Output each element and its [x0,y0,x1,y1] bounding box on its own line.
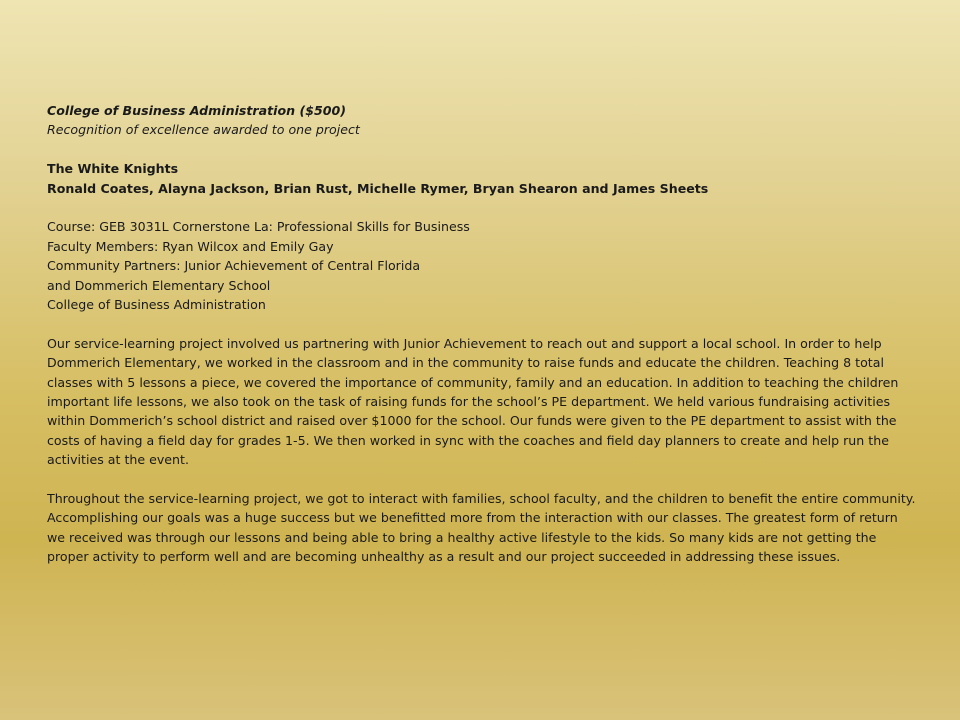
award-title: College of Business Administration ($500) [47,103,347,118]
partners-line-2: and Dommerich Elementary School [47,277,271,293]
spacer [47,314,917,333]
team-name: The White Knights [47,161,179,177]
college-line: College of Business Administration [47,297,266,313]
partners-line-1: Community Partners: Junior Achievement of Central Florida [47,258,421,274]
award-subtitle: Recognition of excellence awarded to one project [47,122,360,138]
spacer [47,140,917,159]
team-members: Ronald Coates, Alayna Jackson, Brian Rust, Michelle Rymer, Bryan Shearon and James Sheets [47,180,709,196]
course-line: Course: GEB 3031L Cornerstone La: Professional Skills for Business [47,219,470,235]
project-paragraph-2: Throughout the service-learning project, we got to interact with families, school faculty, and the children to benefit the entire community. Accomplishing our goals was a huge success but we benefitted more from the interaction with our classes. The greatest form of return we received was through our lessons and being able to bring a healthy active lifestyle to the kids. So many kids are not getting the proper activity to perform well and are becoming unhealthy as a result and our project succeeded in addressing these issues. [47,491,916,565]
spacer [47,470,917,489]
project-paragraph-1: Our service-learning project involved us partnering with Junior Achievement to reach out and support a local school. In order to help Dommerich Elementary, we worked in the classroom and in the community to raise funds and educate the children. Teaching 8 total classes with 5 lessons a piece, we covered the importance of community, family and an education. In addition to teaching the children important life lessons, we also took on the task of raising funds for the school’s PE department. We held various fundraising activities within Dommerich’s school district and raised over $1000 for the school. Our funds were given to the PE department to assist with the costs of having a field day for grades 1-5. We then worked in sync with the coaches and field day planners to create and help run the activities at the event. [47,335,899,468]
faculty-line: Faculty Members: Ryan Wilcox and Emily Gay [47,238,334,254]
slide-content [47,101,917,567]
spacer [47,198,917,217]
